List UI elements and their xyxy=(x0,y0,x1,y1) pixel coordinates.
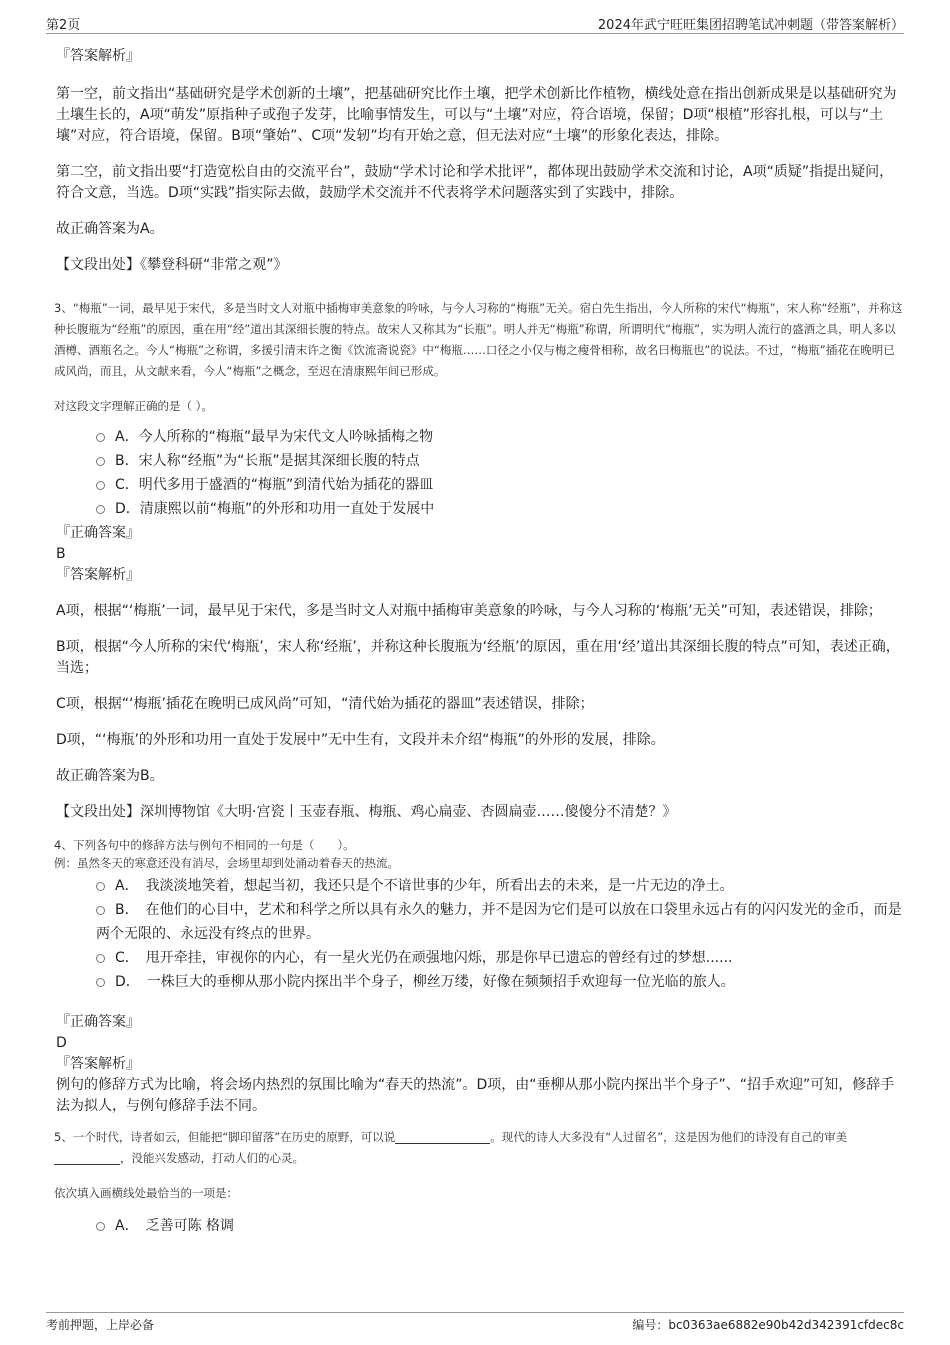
q2-analysis-p2: 第二空，前文指出要“打造宽松自由的交流平台”，鼓励“学术讨论和学术批评”，都体现出鼓励学术交流和讨论，A项“质疑”指提出疑问，符合文意，当选。D项“实践”指实际去做，鼓励学术交流并不代表将学术问题落实到了实践中，排除。 xyxy=(56,164,894,201)
page-number: 第2页 xyxy=(46,18,81,33)
q3-option-b[interactable]: B．宋人称“经瓶”为“长瓶”是据其深细长腹的特点 xyxy=(96,449,904,473)
q3-answer: B xyxy=(56,546,66,562)
q3-analysis-label: 『答案解析』 xyxy=(56,567,140,583)
q3-analysis-a: A项，根据“‘梅瓶’一词，最早见于宋代，多是当时文人对瓶中插梅审美意象的吟咏，与今人习称的‘梅瓶’无关”可知，表述错误，排除； xyxy=(56,603,882,619)
page-header xyxy=(46,14,904,34)
page-content xyxy=(56,40,904,1238)
q3-stem: 3、“梅瓶”一词，最早见于宋代，多是当时文人对瓶中插梅审美意象的吟咏，与今人习称的“梅瓶”无关。宿白先生指出，今人所称的宋代“梅瓶”，宋人称“经瓶”，并称这种长腹瓶为“经瓶”的原因，重在用“经”道出其深细长腹的特点。故宋人又称其为“长瓶”。明人并无“梅瓶”称谓，所谓明代“梅瓶”，实为明人流行的盛酒之具，明人多以酒樽、酒瓶名之。今人“梅瓶”之称谓，多援引清末许之衡《饮流斋说瓷》中“梅瓶……口径之小仅与梅之瘦骨相称，故名曰梅瓶也”的说法。不过，“梅瓶”插花在晚明已成风尚，而且，从文献来看，今人“梅瓶”之概念，至迟在清康熙年间已形成。 xyxy=(54,301,903,378)
q4-analysis: 例句的修辞方式为比喻，将会场内热烈的氛围比喻为“春天的热流”。D项，由“垂柳从那小院内探出半个身子”、“招手欢迎”可知，修辞手法为拟人，与例句修辞手法不同。 xyxy=(56,1077,895,1114)
radio-icon[interactable] xyxy=(96,433,105,442)
document-code: 编号：bc0363ae6882e90b42d342391cfdec8c xyxy=(632,1318,904,1332)
q4-answer: D xyxy=(56,1035,67,1051)
q3-option-d[interactable]: D．清康熙以前“梅瓶”的外形和功用一直处于发展中 xyxy=(96,497,904,521)
q3-analysis-d: D项，“‘梅瓶’的外形和功用一直处于发展中”无中生有，文段并未介绍“梅瓶”的外形的发展，排除。 xyxy=(56,732,665,748)
q4-options xyxy=(56,874,904,994)
document-title: 2024年武宁旺旺集团招聘笔试冲刺题（带答案解析） xyxy=(597,18,904,33)
q5-stem: 5、一个时代，诗者如云，但能把“脚印留落”在历史的原野，可以说 。现代的诗人大多没有“人过留名”，这是因为他们的诗没有自己的审美，没能兴发感动，打动人们的心灵。 xyxy=(54,1130,848,1165)
q4-example: 例：虽然冬天的寒意还没有消尽，会场里却到处涌动着春天的热流。 xyxy=(54,856,399,870)
q4-option-c[interactable]: C． 甩开牵挂，审视你的内心，有一星火光仍在顽强地闪烁，那是你早已遗忘的曾经有过的梦想...... xyxy=(96,946,904,970)
q3-question: 对这段文字理解正确的是（ ）。 xyxy=(54,399,213,413)
radio-icon[interactable] xyxy=(96,954,105,963)
q2-analysis-p1: 第一空，前文指出“基础研究是学术创新的土壤”，把基础研究比作土壤，把学术创新比作植物，横线处意在指出创新成果是以基础研究为土壤生长的，A项“萌发”原指种子或孢子发芽，比喻事情发生，可以与“土壤”对应，符合语境，保留；D项“根植”形容扎根，可以与“土壤”对应，符合语境，保留。B项“肇始”、C项“发轫”均有开始之意，但无法对应“土壤”的形象化表达，排除。 xyxy=(56,86,897,144)
radio-icon[interactable] xyxy=(96,906,105,915)
radio-icon[interactable] xyxy=(96,882,105,891)
q4-option-a[interactable]: A． 我淡淡地笑着，想起当初，我还只是个不谙世事的少年，所看出去的未来，是一片无边的净土。 xyxy=(96,874,904,898)
q5-option-a[interactable]: A． 乏善可陈 格调 xyxy=(96,1214,904,1238)
radio-icon[interactable] xyxy=(96,457,105,466)
q3-analysis-b: B项，根据“今人所称的宋代‘梅瓶’，宋人称‘经瓶’，并称这种长腹瓶为‘经瓶’的原因，重在用‘经’道出其深细长腹的特点”可知，表述正确，当选； xyxy=(56,639,900,676)
fill-blank-2 xyxy=(54,1151,120,1165)
q3-analysis-c: C项，根据“‘梅瓶’插花在晚明已成风尚”可知，“清代始为插花的器皿”表述错误，排除； xyxy=(56,696,594,712)
q5-options xyxy=(56,1214,904,1238)
q4-option-d[interactable]: D． 一株巨大的垂柳从那小院内探出半个身子，柳丝万缕，好像在频频招手欢迎每一位光临的旅人。 xyxy=(96,970,904,994)
page-footer xyxy=(46,1312,904,1334)
q3-option-a[interactable]: A．今人所称的“梅瓶”最早为宋代文人吟咏插梅之物 xyxy=(96,425,904,449)
q4-answer-label: 『正确答案』 xyxy=(56,1014,140,1030)
q3-source: 【文段出处】深圳博物馆《大明·宫瓷丨玉壶春瓶、梅瓶、鸡心扁壶、杏圆扁壶……傻傻分不清楚？》 xyxy=(56,804,677,820)
q4-option-b[interactable]: B． 在他们的心目中，艺术和科学之所以具有永久的魅力，并不是因为它们是可以放在口袋里永远占有的闪闪发光的金币，而是两个无限的、永远没有终点的世界。 xyxy=(96,902,902,942)
radio-icon[interactable] xyxy=(96,978,105,987)
q2-source: 【文段出处】《攀登科研“非常之观”》 xyxy=(56,257,288,273)
q2-conclusion: 故正确答案为A。 xyxy=(56,221,164,237)
q3-options xyxy=(56,425,904,521)
fill-blank-1 xyxy=(395,1130,490,1144)
q3-answer-label: 『正确答案』 xyxy=(56,525,140,541)
q5-question: 依次填入画横线处最恰当的一项是： xyxy=(54,1186,238,1200)
q4-stem: 4、下列各句中的修辞方法与例句不相同的一句是（ ）。 xyxy=(54,838,355,852)
radio-icon[interactable] xyxy=(96,481,105,490)
footer-slogan: 考前押题，上岸必备 xyxy=(46,1318,155,1332)
q3-conclusion: 故正确答案为B。 xyxy=(56,768,164,784)
q4-analysis-label: 『答案解析』 xyxy=(56,1056,140,1072)
radio-icon[interactable] xyxy=(96,505,105,514)
q2-analysis-label: 『答案解析』 xyxy=(56,48,140,64)
radio-icon[interactable] xyxy=(96,1222,105,1231)
q3-option-c[interactable]: C．明代多用于盛酒的“梅瓶”到清代始为插花的器皿 xyxy=(96,473,904,497)
